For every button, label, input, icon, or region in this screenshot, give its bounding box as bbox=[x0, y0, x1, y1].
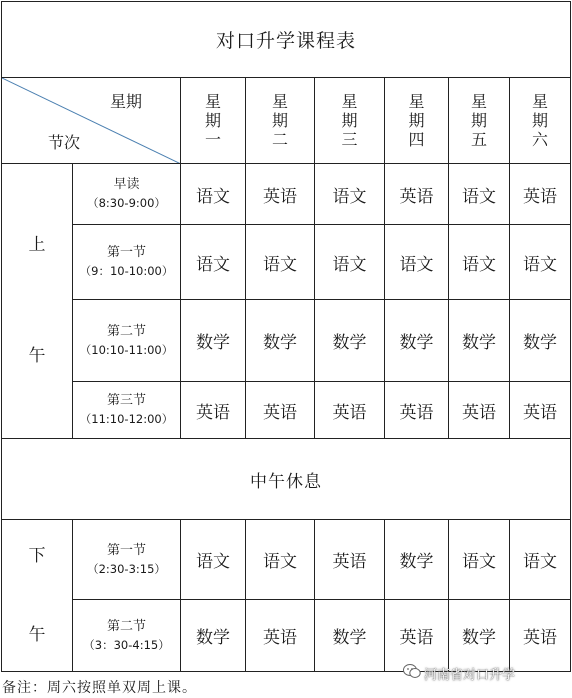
period-label: 第二节 （3：30-4:15） bbox=[73, 600, 181, 672]
day-header-mon: 星 期 一 bbox=[181, 78, 246, 164]
class-cell: 语文 bbox=[181, 520, 246, 600]
day-header-tue: 星 期 二 bbox=[246, 78, 315, 164]
class-cell: 语文 bbox=[315, 164, 385, 225]
watermark: 河南省对口升学 bbox=[424, 668, 516, 683]
class-cell: 英语 bbox=[315, 520, 385, 600]
class-cell: 数学 bbox=[449, 600, 510, 672]
class-cell: 数学 bbox=[385, 520, 449, 600]
class-cell: 数学 bbox=[315, 600, 385, 672]
class-cell: 英语 bbox=[510, 382, 571, 439]
class-cell: 英语 bbox=[181, 382, 246, 439]
class-cell: 语文 bbox=[510, 520, 571, 600]
class-cell: 英语 bbox=[449, 382, 510, 439]
period-axis-label: 节次 bbox=[48, 133, 81, 152]
class-cell: 英语 bbox=[246, 600, 315, 672]
footnote: 备注：周六按照单双周上课。 bbox=[2, 680, 197, 696]
class-cell: 英语 bbox=[510, 164, 571, 225]
header-row bbox=[2, 78, 571, 164]
class-cell: 语文 bbox=[449, 164, 510, 225]
table-row bbox=[2, 225, 571, 300]
class-cell: 英语 bbox=[385, 600, 449, 672]
afternoon-label: 下 午 bbox=[2, 520, 73, 672]
table-row bbox=[2, 300, 571, 382]
class-cell: 语文 bbox=[449, 520, 510, 600]
period-label: 第一节 （9：10-10:00） bbox=[73, 225, 181, 300]
class-cell: 语文 bbox=[181, 164, 246, 225]
class-cell: 语文 bbox=[181, 225, 246, 300]
class-cell: 数学 bbox=[385, 300, 449, 382]
class-cell: 数学 bbox=[246, 300, 315, 382]
class-cell: 英语 bbox=[246, 164, 315, 225]
day-header-wed: 星 期 三 bbox=[315, 78, 385, 164]
diagonal-line bbox=[2, 78, 181, 164]
wechat-icon bbox=[403, 663, 421, 679]
class-cell: 语文 bbox=[315, 225, 385, 300]
weekday-axis-label: 星期 bbox=[110, 92, 143, 111]
class-cell: 英语 bbox=[246, 382, 315, 439]
period-label: 第一节 （2:30-3:15） bbox=[73, 520, 181, 600]
class-cell: 数学 bbox=[510, 300, 571, 382]
class-cell: 语文 bbox=[510, 225, 571, 300]
table-row bbox=[2, 382, 571, 439]
class-cell: 语文 bbox=[449, 225, 510, 300]
noon-break-row: 中午休息 bbox=[2, 439, 571, 520]
class-cell: 语文 bbox=[385, 225, 449, 300]
table-row bbox=[2, 164, 571, 225]
morning-label: 上 午 bbox=[2, 164, 73, 439]
class-cell: 语文 bbox=[246, 520, 315, 600]
schedule-table bbox=[1, 1, 571, 672]
class-cell: 数学 bbox=[449, 300, 510, 382]
class-cell: 语文 bbox=[246, 225, 315, 300]
period-label: 早读 （8:30-9:00） bbox=[73, 164, 181, 225]
class-cell: 英语 bbox=[385, 382, 449, 439]
class-cell: 英语 bbox=[510, 600, 571, 672]
diagonal-header-cell bbox=[2, 78, 181, 164]
table-row bbox=[2, 520, 571, 600]
day-header-sat: 星 期 六 bbox=[510, 78, 571, 164]
class-cell: 英语 bbox=[315, 382, 385, 439]
period-label: 第三节 （11:10-12:00） bbox=[73, 382, 181, 439]
period-label: 第二节 （10:10-11:00） bbox=[73, 300, 181, 382]
class-cell: 数学 bbox=[181, 300, 246, 382]
class-cell: 数学 bbox=[181, 600, 246, 672]
day-header-thu: 星 期 四 bbox=[385, 78, 449, 164]
class-cell: 英语 bbox=[385, 164, 449, 225]
day-header-fri: 星 期 五 bbox=[449, 78, 510, 164]
table-title: 对口升学课程表 bbox=[2, 2, 571, 78]
table-row bbox=[2, 600, 571, 672]
class-cell: 数学 bbox=[315, 300, 385, 382]
